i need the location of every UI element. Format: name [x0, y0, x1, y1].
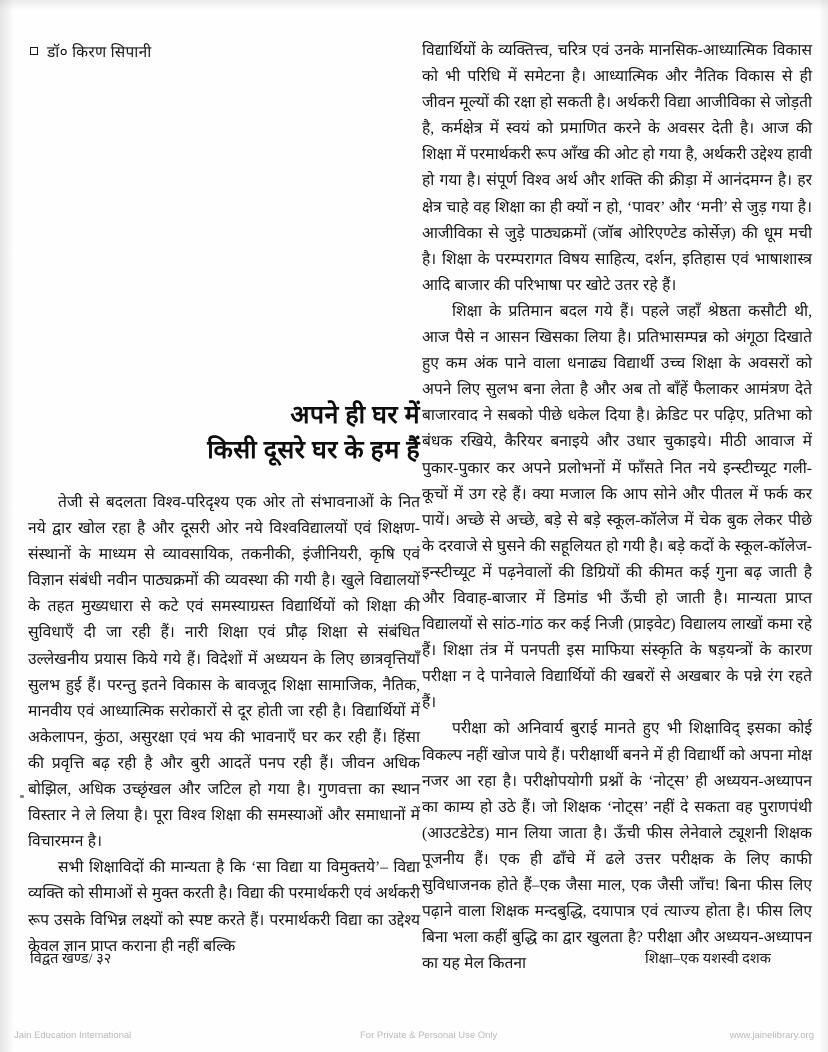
body-column-right: [422, 38, 812, 977]
paragraph: विद्यार्थियों के व्यक्तित्त्व, चरित्र एवं उनके मानसिक-आध्यात्मिक विकास को भी परिधि में समेटना है। आध्यात्मिक और नैतिक विकास से ही जीवन मूल्यों की रक्षा हो सकती है। अर्थकरी विद्या आजीविका से जोड़ती है, कर्मक्षेत्र में स्वयं को प्रमाणित करने के अवसर देती है। आज की शिक्षा में परमार्थकरी रूप आँख की ओट हो गया है, अर्थकरी उद्देश्य हावी हो गया है। संपूर्ण विश्व अर्थ और शक्ति की क्रीड़ा में आनंदमग्न है। हर क्षेत्र चाहे वह शिक्षा का ही क्यों न हो, ‘पावर’ और ‘मनी’ से जुड़ गया है। आजीविका से जुड़े पाठ्यक्रमों (जॉब ओरिएण्टेड कोर्सेज़) की धूम मची है। शिक्षा के परम्परागत विषय साहित्य, दर्शन, इतिहास एवं भाषाशास्त्र आदि बाजार की परिभाषा पर खोटे उतर रहे हैं।: [422, 42, 812, 294]
running-footer-right: शिक्षा–एक यशस्वी दशक: [645, 951, 771, 967]
paragraph: सभी शिक्षाविदों की मान्यता है कि ‘सा विद्या या विमुक्तये’– विद्या व्यक्ति को सीमाओं से मुक्त करती है। विद्या की परमार्थकरी एवं अर्थकरी रूप उसके विभिन्न लक्ष्यों को स्पष्ट करते हैं। परमार्थकरी विद्या का उद्देश्य केवल ज्ञान प्राप्त कराना ही नहीं बल्कि: [28, 859, 420, 955]
article-headline-line-2: किसी दूसरे घर के हम हैं: [207, 437, 420, 464]
article-headline: [28, 398, 420, 468]
square-bullet-icon: [30, 47, 38, 55]
body-column-left: [28, 398, 420, 960]
paragraph: शिक्षा के प्रतिमान बदल गये हैं। पहले जहाँ श्रेष्ठता कसौटी थी, आज पैसे न आसन खिसका लिया है। प्रतिभासम्पन्न को अंगूठा दिखाते हुए कम अंक पाने वाला धनाढ्य विद्यार्थी उच्च शिक्षा के अवसरों को अपने लिए सुलभ बना लेता है और अब तो बाँहें फैलाकर आमंत्रण देते बाजारवाद ने सबको पीछे धकेल दिया है। क्रेडिट पर पढ़िए, प्रतिभा को बंधक रखिये, कैरियर बनाइये और उधार चुकाइये। मीठी आवाज में पुकार-पुकार कर अपने प्रलोभनों में फाँसते नित नये इन्स्टीच्यूट गली-कूचों में उग रहे हैं। क्या मजाल कि आप सोने और पीतल में फर्क कर पायें। अच्छे से अच्छे, बड़े से बड़े स्कूल-कॉलेज में चेक बुक लेकर पीछे के दरवाजे से घुसने की सहूलियत हो गयी है। बड़े कदों के स्कूल-कॉलेज-इन्स्टीच्यूट में पढ़नेवालों की डिग्रियों की कीमत कई गुना बढ़ जाती है और विवाह-बाजार में डिमांड भी ऊँची हो जाती है। मान्यता प्राप्त विद्यालयों से सांठ-गांठ कर कई निजी (प्राइवेट) विद्यालय लाखों कमा रहे हैं। शिक्षा तंत्र में पनपती इस माफिया संस्कृति के षड़यन्त्रों के कारण परीक्षा न दे पानेवाले विद्यार्थियों की खबरों से अखबार के पन्ने रंग रहते हैं।: [422, 302, 812, 712]
library-footer-strip: [0, 1030, 828, 1052]
scan-edge-shadow-right: [818, 0, 828, 1052]
library-usage-notice: For Private & Personal Use Only: [360, 1030, 498, 1041]
scan-speck: [20, 795, 24, 798]
paragraph: परीक्षा को अनिवार्य बुराई मानते हुए भी शिक्षाविद् इसका कोई विकल्प नहीं खोज पाये हैं। परीक्षार्थी बनने में ही विद्यार्थी को अपना मोक्ष नजर आ रहा है। परीक्षोपयोगी प्रश्नों के ‘नोट्स’ ही अध्ययन-अध्यापन का काम्य हो उठे हैं। जो शिक्षक ‘नोट्स’ नहीं दे सकता वह पुराणपंथी (आउटडेटेड) मान लिया जाता है। ऊँची फीस लेनेवाले ट्यूशनी शिक्षक पूजनीय हैं। एक ही ढाँचे में ढले उत्तर परीक्षक के लिए काफी सुविधाजनक होते हैं–एक जैसा माल, एक जैसी जाँच! बिना फीस लिए पढ़ाने वाला शिक्षक मन्दबुद्धि, दयापात्र एवं त्याज्य होता है। फीस लिए बिना भला कहीं बुद्धि का द्वार खुलता है? परीक्षा और अध्ययन-अध्यापन का यह मेल कितना: [422, 720, 812, 973]
scan-edge-shadow-left: [0, 0, 14, 1052]
author-byline: [30, 40, 152, 62]
author-name: डॉ० किरण सिपानी: [47, 44, 152, 61]
paragraph: तेजी से बदलता विश्व-परिदृश्य एक ओर तो संभावनाओं के नित नये द्वार खोल रहा है और दूसरी ओर नये विश्वविद्यालयों एवं शिक्षण-संस्थानों के माध्यम से व्यावसायिक, तकनीकी, इंजीनियरी, कृषि एवं विज्ञान संबंधी नवीन पाठ्यक्रमों की व्यवस्था की गयी है। खुले विद्यालयों के तहत मुख्यधारा से कटे एवं समस्याग्रस्त विद्यार्थियों को शिक्षा की सुविधाएँ दी जा रही हैं। नारी शिक्षा एवं प्रौढ़ शिक्षा से संबंधित उल्लेखनीय प्रयास किये गये हैं। विदेशों में अध्ययन के लिए छात्रवृत्तियाँ सुलभ हुई हैं। परन्तु इतने विकास के बावजूद शिक्षा सामाजिक, नैतिक, मानवीय एवं आध्यात्मिक सरोकारों से दूर होती जा रही है। विद्यार्थियों में अकेलापन, कुंठा, असुरक्षा एवं भय की भावनाएँ घर कर रही हैं। हिंसा की प्रवृत्ति बढ़ रही है और बुरी आदतें पनप रही हैं। जीवन अधिक बोझिल, अधिक उच्छृंखल और जटिल हो गया है। गुणवत्ता का स्थान विस्तार ने ले लिया है। पूरा विश्व शिक्षा की समस्याओं और समाधानों में विचारमग्न है।: [28, 494, 420, 851]
article-headline-line-1: अपने ही घर में: [290, 402, 420, 429]
library-website-link[interactable]: www.jainelibrary.org: [729, 1030, 814, 1041]
library-org-label: Jain Education International: [14, 1030, 132, 1041]
running-footer-left: विद्वत खण्ड/ ३२: [30, 951, 112, 967]
scan-edge-shadow-top: [0, 0, 828, 10]
